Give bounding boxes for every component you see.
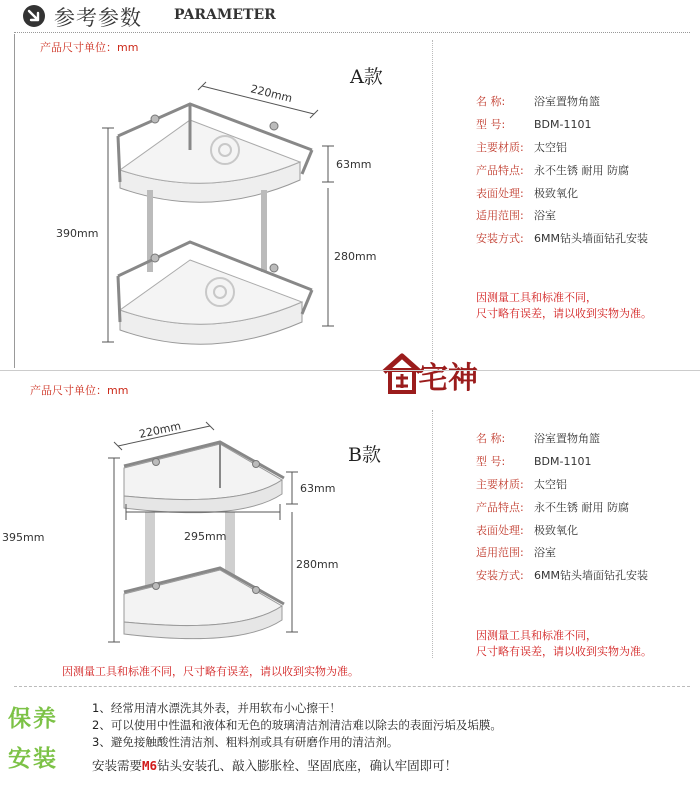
- install-prefix: 安装需要: [92, 758, 143, 773]
- spec-row: [476, 158, 648, 181]
- model-a-spec-table: [476, 90, 648, 250]
- model-a-dim-total-height: 390mm: [56, 227, 99, 240]
- model-a-label: A款: [350, 66, 383, 88]
- model-b-product-image: [2, 408, 360, 658]
- spec-key: 主要材质:: [476, 477, 524, 491]
- spec-key: 产品特点:: [476, 500, 524, 514]
- spec-row: [476, 541, 648, 564]
- model-a-divider: [432, 40, 433, 360]
- spec-value: 浴室置物角篮: [534, 95, 600, 109]
- spec-row: [476, 136, 648, 159]
- brand-logo-text: 宅神: [418, 361, 478, 396]
- spec-value: 6MM钻头墙面钻孔安装: [534, 232, 648, 246]
- spec-key: 表面处理:: [476, 523, 524, 537]
- care-title-install: 安装: [8, 745, 58, 772]
- spec-row: [476, 450, 648, 473]
- spec-row: [476, 90, 648, 113]
- note-line: 因测量工具和标准不同，: [476, 629, 597, 642]
- spec-value: 太空铝: [534, 477, 567, 491]
- model-a-note: [476, 290, 652, 322]
- spec-value: 6MM钻头墙面钻孔安装: [534, 569, 648, 583]
- care-item: 3、避免接触酸性清洁剂、粗料剂或具有研磨作用的清洁剂。: [92, 735, 399, 749]
- spec-key: 安装方式:: [476, 569, 524, 583]
- note-line: 因测量工具和标准不同，: [476, 291, 597, 304]
- model-a-product-image: [50, 70, 390, 362]
- spec-value: 永不生锈 耐用 防腐: [534, 500, 629, 514]
- model-b-unit-label: 产品尺寸单位：mm: [30, 384, 129, 397]
- section-header: [0, 0, 700, 34]
- model-b-dim-spacing: 280mm: [296, 558, 339, 571]
- spec-value: BDM-1101: [534, 454, 592, 468]
- header-title-en: PARAMETER: [174, 7, 276, 23]
- spec-key: 表面处理:: [476, 186, 524, 200]
- model-b-dim-depth: 295mm: [184, 530, 227, 543]
- model-b-dim-tier-height: 63mm: [300, 482, 336, 495]
- care-item: 1、经常用清水漂洗其外表，并用软布小心擦干！: [92, 701, 341, 715]
- spec-row: [476, 473, 648, 496]
- arrow-down-right-icon: [22, 4, 46, 28]
- brand-logo: [378, 346, 478, 398]
- spec-key: 适用范围:: [476, 546, 524, 560]
- spec-key: 型 号:: [476, 118, 506, 132]
- model-b-divider: [432, 410, 433, 658]
- section-divider: [0, 370, 700, 371]
- spec-key: 名 称:: [476, 95, 506, 109]
- install-drill-size: M6: [142, 758, 158, 773]
- spec-key: 名 称:: [476, 432, 506, 446]
- care-item: 2、可以使用中性温和液体和无色的玻璃清洁剂清洁难以除去的表面污垢及垢膜。: [92, 718, 502, 732]
- model-b-note-left: 因测量工具和标准不同，尺寸略有误差，请以收到实物为准。: [62, 665, 359, 678]
- model-b-spec-table: [476, 427, 648, 587]
- spec-row: [476, 204, 648, 227]
- model-b-dim-total-height: 395mm: [2, 531, 45, 544]
- note-line: 尺寸略有误差，请以收到实物为准。: [476, 307, 652, 320]
- model-b-label: B款: [348, 444, 381, 466]
- model-a-unit-label: 产品尺寸单位：mm: [40, 41, 139, 54]
- spec-value: 永不生锈 耐用 防腐: [534, 163, 629, 177]
- spec-value: 浴室置物角篮: [534, 432, 600, 446]
- model-a-dim-tier-height: 63mm: [336, 158, 372, 171]
- model-b-note: [476, 628, 652, 660]
- spec-value: 太空铝: [534, 140, 567, 154]
- spec-value: 浴室: [534, 546, 556, 560]
- model-a-dim-spacing: 280mm: [334, 250, 377, 263]
- spec-key: 安装方式:: [476, 232, 524, 246]
- care-list: [92, 700, 502, 751]
- model-a-dim-width: 220mm: [249, 82, 294, 106]
- header-title-cn: 参考参数: [54, 6, 142, 30]
- spec-row: [476, 227, 648, 250]
- note-line: 尺寸略有误差，请以收到实物为准。: [476, 645, 652, 658]
- spec-row: [476, 427, 648, 450]
- install-instructions: [92, 756, 457, 774]
- spec-key: 主要材质:: [476, 140, 524, 154]
- header-divider: [14, 32, 690, 33]
- spec-value: 浴室: [534, 209, 556, 223]
- spec-row: [476, 495, 648, 518]
- spec-key: 型 号:: [476, 455, 506, 469]
- spec-value: BDM-1101: [534, 117, 592, 131]
- install-suffix: 钻头安装孔、敲入膨胀栓、坚固底座，确认牢固即可！: [157, 758, 458, 773]
- care-divider: [14, 686, 690, 687]
- care-title-maintenance: 保养: [8, 705, 58, 732]
- spec-value: 极致氧化: [534, 186, 578, 200]
- left-frame-line: [14, 34, 15, 368]
- spec-value: 极致氧化: [534, 523, 578, 537]
- spec-row: [476, 181, 648, 204]
- spec-key: 适用范围:: [476, 209, 524, 223]
- spec-row: [476, 113, 648, 136]
- model-b-dim-width: 220mm: [137, 419, 183, 441]
- spec-row: [476, 564, 648, 587]
- spec-key: 产品特点:: [476, 163, 524, 177]
- spec-row: [476, 518, 648, 541]
